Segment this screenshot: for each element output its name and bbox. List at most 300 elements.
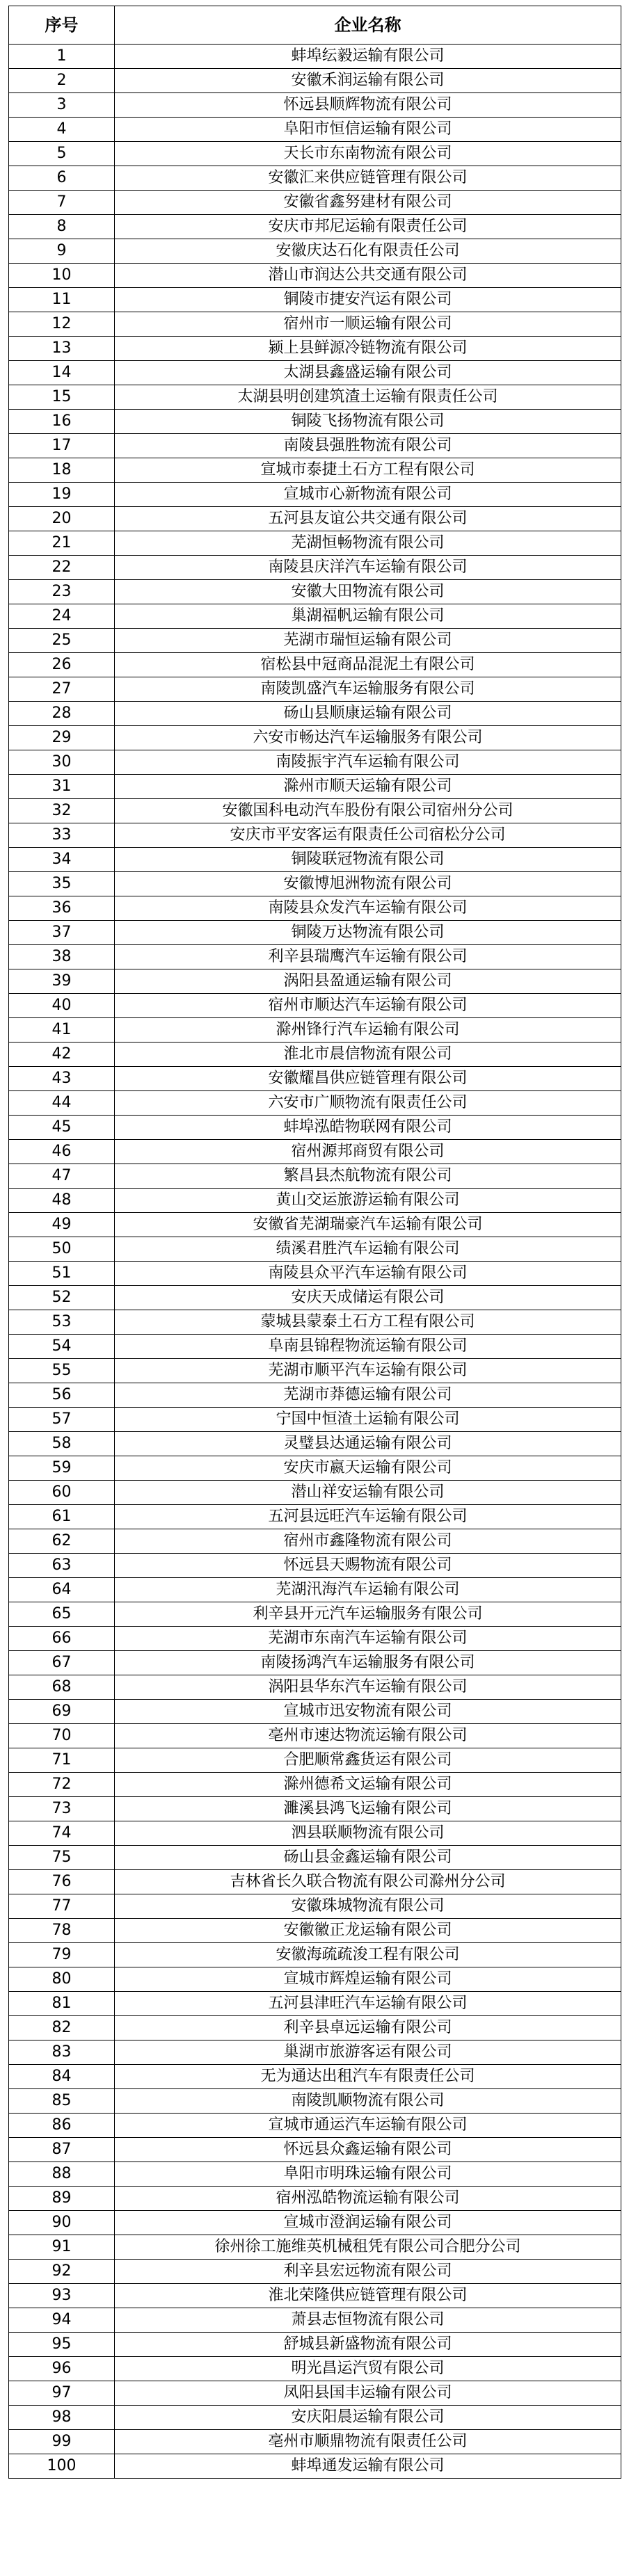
table-row	[9, 1067, 621, 1091]
serial-number-cell: 55	[9, 1359, 115, 1383]
serial-number-cell: 91	[9, 2235, 115, 2260]
table-row	[9, 1213, 621, 1237]
company-name-cell: 宣城市澄润运输有限公司	[115, 2211, 621, 2235]
serial-number-cell: 74	[9, 1821, 115, 1846]
serial-number-cell: 23	[9, 580, 115, 604]
company-name-cell: 阜阳市明珠运输有限公司	[115, 2162, 621, 2187]
company-name-cell: 铜陵联冠物流有限公司	[115, 848, 621, 872]
company-name-cell: 五河县友谊公共交通有限公司	[115, 507, 621, 531]
table-row	[9, 1919, 621, 1943]
serial-number-cell: 70	[9, 1724, 115, 1748]
table-row	[9, 1943, 621, 1967]
company-name-cell: 宣城市迅安物流有限公司	[115, 1700, 621, 1724]
serial-number-cell: 76	[9, 1870, 115, 1894]
company-name-cell: 南陵县众平汽车运输有限公司	[115, 1262, 621, 1286]
company-name-cell: 亳州市顺鼎物流有限责任公司	[115, 2430, 621, 2454]
serial-number-cell: 78	[9, 1919, 115, 1943]
serial-number-cell: 32	[9, 799, 115, 823]
serial-number-cell: 79	[9, 1943, 115, 1967]
company-name-cell: 宣城市心新物流有限公司	[115, 483, 621, 507]
table-row	[9, 2357, 621, 2381]
table-row	[9, 239, 621, 264]
company-name-cell: 颍上县鲜源冷链物流有限公司	[115, 337, 621, 361]
serial-number-cell: 9	[9, 239, 115, 264]
table-row	[9, 2211, 621, 2235]
company-name-cell: 六安市畅达汽车运输服务有限公司	[115, 726, 621, 750]
table-row	[9, 1870, 621, 1894]
table-row	[9, 118, 621, 142]
table-row	[9, 45, 621, 69]
table-row	[9, 1529, 621, 1554]
company-name-cell: 安徽珠城物流有限公司	[115, 1894, 621, 1919]
table-row	[9, 1797, 621, 1821]
table-row	[9, 580, 621, 604]
serial-number-cell: 88	[9, 2162, 115, 2187]
table-row	[9, 1018, 621, 1043]
company-name-cell: 南陵县众发汽车运输有限公司	[115, 896, 621, 921]
company-list-sheet	[8, 6, 621, 2479]
serial-number-cell: 13	[9, 337, 115, 361]
serial-number-cell: 40	[9, 994, 115, 1018]
serial-number-cell: 10	[9, 264, 115, 288]
serial-number-cell: 100	[9, 2454, 115, 2479]
table-row	[9, 312, 621, 337]
header-company-name: 企业名称	[115, 6, 621, 45]
company-name-cell: 宿州市鑫隆物流有限公司	[115, 1529, 621, 1554]
table-row	[9, 1821, 621, 1846]
table-row	[9, 1651, 621, 1675]
serial-number-cell: 77	[9, 1894, 115, 1919]
company-name-cell: 安徽大田物流有限公司	[115, 580, 621, 604]
serial-number-cell: 27	[9, 677, 115, 702]
company-name-cell: 五河县远旺汽车运输有限公司	[115, 1505, 621, 1529]
table-row	[9, 1310, 621, 1335]
table-row	[9, 1189, 621, 1213]
company-name-cell: 六安市广顺物流有限责任公司	[115, 1091, 621, 1116]
company-name-cell: 安徽省鑫努建材有限公司	[115, 191, 621, 215]
table-row	[9, 1675, 621, 1700]
company-name-cell: 宣城市通运汽车运输有限公司	[115, 2114, 621, 2138]
serial-number-cell: 72	[9, 1773, 115, 1797]
company-name-cell: 亳州市速达物流运输有限公司	[115, 1724, 621, 1748]
serial-number-cell: 83	[9, 2040, 115, 2065]
table-row	[9, 337, 621, 361]
serial-number-cell: 38	[9, 945, 115, 969]
company-name-cell: 吉林省长久联合物流有限公司滁州分公司	[115, 1870, 621, 1894]
table-row	[9, 1627, 621, 1651]
table-row	[9, 2089, 621, 2114]
company-name-cell: 宿州市顺达汽车运输有限公司	[115, 994, 621, 1018]
company-name-cell: 芜湖汛海汽车运输有限公司	[115, 1578, 621, 1602]
company-name-cell: 滁州锋行汽车运输有限公司	[115, 1018, 621, 1043]
serial-number-cell: 8	[9, 215, 115, 239]
serial-number-cell: 12	[9, 312, 115, 337]
table-row	[9, 1748, 621, 1773]
company-name-cell: 利辛县卓远运输有限公司	[115, 2016, 621, 2040]
serial-number-cell: 81	[9, 1992, 115, 2016]
table-row	[9, 2308, 621, 2333]
company-name-cell: 徐州徐工施维英机械租凭有限公司合肥分公司	[115, 2235, 621, 2260]
table-row	[9, 2016, 621, 2040]
table-row	[9, 775, 621, 799]
company-name-cell: 繁昌县杰航物流有限公司	[115, 1164, 621, 1189]
table-row	[9, 361, 621, 385]
company-name-cell: 凤阳县国丰运输有限公司	[115, 2381, 621, 2406]
table-row	[9, 2235, 621, 2260]
company-name-cell: 安徽国科电动汽车股份有限公司宿州分公司	[115, 799, 621, 823]
company-name-cell: 宿州源邦商贸有限公司	[115, 1140, 621, 1164]
company-name-cell: 天长市东南物流有限公司	[115, 142, 621, 166]
table-row	[9, 1894, 621, 1919]
serial-number-cell: 14	[9, 361, 115, 385]
company-name-cell: 淮北荣隆供应链管理有限公司	[115, 2284, 621, 2308]
serial-number-cell: 97	[9, 2381, 115, 2406]
serial-number-cell: 41	[9, 1018, 115, 1043]
company-name-cell: 怀远县顺辉物流有限公司	[115, 93, 621, 118]
company-name-cell: 利辛县开元汽车运输服务有限公司	[115, 1602, 621, 1627]
table-row	[9, 653, 621, 677]
table-row	[9, 142, 621, 166]
company-table	[8, 6, 621, 2479]
company-name-cell: 宿州泓皓物流运输有限公司	[115, 2187, 621, 2211]
table-row	[9, 2138, 621, 2162]
company-name-cell: 利辛县宏远物流有限公司	[115, 2260, 621, 2284]
table-row	[9, 1383, 621, 1408]
serial-number-cell: 4	[9, 118, 115, 142]
table-row	[9, 1505, 621, 1529]
serial-number-cell: 18	[9, 458, 115, 483]
company-name-cell: 砀山县金鑫运输有限公司	[115, 1846, 621, 1870]
serial-number-cell: 80	[9, 1967, 115, 1992]
company-name-cell: 宿州市一顺运输有限公司	[115, 312, 621, 337]
serial-number-cell: 73	[9, 1797, 115, 1821]
company-name-cell: 宁国中恒渣土运输有限公司	[115, 1408, 621, 1432]
company-name-cell: 蚌埠泓皓物联网有限公司	[115, 1116, 621, 1140]
serial-number-cell: 39	[9, 969, 115, 994]
table-row	[9, 848, 621, 872]
company-name-cell: 南陵县强胜物流有限公司	[115, 434, 621, 458]
table-row	[9, 969, 621, 994]
company-name-cell: 太湖县明创建筑渣土运输有限责任公司	[115, 385, 621, 410]
company-name-cell: 巢湖福帆运输有限公司	[115, 604, 621, 629]
table-row	[9, 1992, 621, 2016]
table-row	[9, 507, 621, 531]
table-row	[9, 2187, 621, 2211]
serial-number-cell: 50	[9, 1237, 115, 1262]
serial-number-cell: 66	[9, 1627, 115, 1651]
table-row	[9, 1237, 621, 1262]
company-name-cell: 南陵凯盛汽车运输服务有限公司	[115, 677, 621, 702]
serial-number-cell: 47	[9, 1164, 115, 1189]
serial-number-cell: 28	[9, 702, 115, 726]
table-row	[9, 2284, 621, 2308]
serial-number-cell: 30	[9, 750, 115, 775]
table-row	[9, 1164, 621, 1189]
company-name-cell: 南陵凯顺物流有限公司	[115, 2089, 621, 2114]
company-name-cell: 安徽博旭洲物流有限公司	[115, 872, 621, 896]
table-row	[9, 1432, 621, 1456]
company-name-cell: 芜湖市东南汽车运输有限公司	[115, 1627, 621, 1651]
serial-number-cell: 93	[9, 2284, 115, 2308]
table-row	[9, 1846, 621, 1870]
table-header-row	[9, 6, 621, 45]
serial-number-cell: 99	[9, 2430, 115, 2454]
serial-number-cell: 60	[9, 1481, 115, 1505]
serial-number-cell: 58	[9, 1432, 115, 1456]
table-row	[9, 2260, 621, 2284]
table-row	[9, 1091, 621, 1116]
table-row	[9, 264, 621, 288]
company-name-cell: 涡阳县华东汽车运输有限公司	[115, 1675, 621, 1700]
serial-number-cell: 31	[9, 775, 115, 799]
company-name-cell: 舒城县新盛物流有限公司	[115, 2333, 621, 2357]
table-row	[9, 726, 621, 750]
company-name-cell: 宣城市辉煌运输有限公司	[115, 1967, 621, 1992]
table-row	[9, 385, 621, 410]
serial-number-cell: 68	[9, 1675, 115, 1700]
company-name-cell: 砀山县顺康运输有限公司	[115, 702, 621, 726]
serial-number-cell: 84	[9, 2065, 115, 2089]
serial-number-cell: 5	[9, 142, 115, 166]
serial-number-cell: 51	[9, 1262, 115, 1286]
table-row	[9, 2114, 621, 2138]
company-name-cell: 芜湖市顺平汽车运输有限公司	[115, 1359, 621, 1383]
company-name-cell: 安庆市平安客运有限责任公司宿松分公司	[115, 823, 621, 848]
company-name-cell: 泗县联顺物流有限公司	[115, 1821, 621, 1846]
table-row	[9, 458, 621, 483]
serial-number-cell: 6	[9, 166, 115, 191]
serial-number-cell: 92	[9, 2260, 115, 2284]
table-row	[9, 921, 621, 945]
serial-number-cell: 90	[9, 2211, 115, 2235]
table-row	[9, 166, 621, 191]
table-row	[9, 215, 621, 239]
serial-number-cell: 16	[9, 410, 115, 434]
table-row	[9, 1700, 621, 1724]
serial-number-cell: 82	[9, 2016, 115, 2040]
company-name-cell: 铜陵飞扬物流有限公司	[115, 410, 621, 434]
table-row	[9, 1773, 621, 1797]
table-row	[9, 1286, 621, 1310]
serial-number-cell: 64	[9, 1578, 115, 1602]
serial-number-cell: 65	[9, 1602, 115, 1627]
table-row	[9, 1116, 621, 1140]
serial-number-cell: 75	[9, 1846, 115, 1870]
table-row	[9, 896, 621, 921]
company-name-cell: 安徽耀昌供应链管理有限公司	[115, 1067, 621, 1091]
serial-number-cell: 42	[9, 1043, 115, 1067]
table-row	[9, 2162, 621, 2187]
serial-number-cell: 37	[9, 921, 115, 945]
serial-number-cell: 44	[9, 1091, 115, 1116]
serial-number-cell: 98	[9, 2406, 115, 2430]
company-name-cell: 芜湖市莽德运输有限公司	[115, 1383, 621, 1408]
table-row	[9, 1578, 621, 1602]
table-row	[9, 994, 621, 1018]
serial-number-cell: 87	[9, 2138, 115, 2162]
table-row	[9, 2381, 621, 2406]
table-row	[9, 1408, 621, 1432]
serial-number-cell: 15	[9, 385, 115, 410]
company-name-cell: 安徽省芜湖瑞豪汽车运输有限公司	[115, 1213, 621, 1237]
company-name-cell: 安徽海疏疏浚工程有限公司	[115, 1943, 621, 1967]
table-row	[9, 604, 621, 629]
company-name-cell: 绩溪君胜汽车运输有限公司	[115, 1237, 621, 1262]
table-row	[9, 434, 621, 458]
company-name-cell: 安庆市邦尼运输有限责任公司	[115, 215, 621, 239]
table-row	[9, 702, 621, 726]
table-row	[9, 191, 621, 215]
serial-number-cell: 54	[9, 1335, 115, 1359]
serial-number-cell: 62	[9, 1529, 115, 1554]
company-name-cell: 南陵扬鸿汽车运输服务有限公司	[115, 1651, 621, 1675]
serial-number-cell: 86	[9, 2114, 115, 2138]
serial-number-cell: 57	[9, 1408, 115, 1432]
table-row	[9, 1554, 621, 1578]
company-name-cell: 安庆天成储运有限公司	[115, 1286, 621, 1310]
company-name-cell: 滁州市顺天运输有限公司	[115, 775, 621, 799]
serial-number-cell: 89	[9, 2187, 115, 2211]
table-row	[9, 1602, 621, 1627]
table-row	[9, 872, 621, 896]
table-row	[9, 1335, 621, 1359]
company-name-cell: 阜阳市恒信运输有限公司	[115, 118, 621, 142]
serial-number-cell: 17	[9, 434, 115, 458]
serial-number-cell: 29	[9, 726, 115, 750]
company-name-cell: 利辛县瑞鹰汽车运输有限公司	[115, 945, 621, 969]
table-row	[9, 823, 621, 848]
serial-number-cell: 85	[9, 2089, 115, 2114]
serial-number-cell: 22	[9, 556, 115, 580]
serial-number-cell: 56	[9, 1383, 115, 1408]
company-name-cell: 宣城市泰捷土石方工程有限公司	[115, 458, 621, 483]
company-name-cell: 安庆阳晨运输有限公司	[115, 2406, 621, 2430]
serial-number-cell: 21	[9, 531, 115, 556]
company-name-cell: 潜山祥安运输有限公司	[115, 1481, 621, 1505]
serial-number-cell: 46	[9, 1140, 115, 1164]
company-name-cell: 宿松县中冠商品混泥土有限公司	[115, 653, 621, 677]
serial-number-cell: 20	[9, 507, 115, 531]
table-row	[9, 2040, 621, 2065]
serial-number-cell: 94	[9, 2308, 115, 2333]
table-row	[9, 410, 621, 434]
table-row	[9, 1140, 621, 1164]
table-row	[9, 750, 621, 775]
serial-number-cell: 96	[9, 2357, 115, 2381]
company-name-cell: 明光昌运汽贸有限公司	[115, 2357, 621, 2381]
serial-number-cell: 71	[9, 1748, 115, 1773]
company-name-cell: 滁州德希文运输有限公司	[115, 1773, 621, 1797]
table-row	[9, 1359, 621, 1383]
serial-number-cell: 3	[9, 93, 115, 118]
serial-number-cell: 52	[9, 1286, 115, 1310]
serial-number-cell: 35	[9, 872, 115, 896]
company-name-cell: 安徽禾润运输有限公司	[115, 69, 621, 93]
serial-number-cell: 45	[9, 1116, 115, 1140]
company-name-cell: 安徽徽正龙运输有限公司	[115, 1919, 621, 1943]
company-name-cell: 南陵县庆洋汽车运输有限公司	[115, 556, 621, 580]
serial-number-cell: 61	[9, 1505, 115, 1529]
table-row	[9, 1262, 621, 1286]
serial-number-cell: 25	[9, 629, 115, 653]
serial-number-cell: 49	[9, 1213, 115, 1237]
table-row	[9, 2454, 621, 2479]
table-row	[9, 2065, 621, 2089]
company-name-cell: 无为通达出租汽车有限责任公司	[115, 2065, 621, 2089]
table-row	[9, 1724, 621, 1748]
company-name-cell: 黄山交运旅游运输有限公司	[115, 1189, 621, 1213]
serial-number-cell: 36	[9, 896, 115, 921]
table-row	[9, 799, 621, 823]
serial-number-cell: 7	[9, 191, 115, 215]
serial-number-cell: 34	[9, 848, 115, 872]
company-name-cell: 合肥顺常鑫货运有限公司	[115, 1748, 621, 1773]
serial-number-cell: 19	[9, 483, 115, 507]
table-row	[9, 1481, 621, 1505]
company-name-cell: 太湖县鑫盛运输有限公司	[115, 361, 621, 385]
table-row	[9, 2430, 621, 2454]
company-name-cell: 蚌埠纭毅运输有限公司	[115, 45, 621, 69]
company-name-cell: 安徽庆达石化有限责任公司	[115, 239, 621, 264]
header-serial-number: 序号	[9, 6, 115, 45]
table-row	[9, 2406, 621, 2430]
company-name-cell: 蚌埠通发运输有限公司	[115, 2454, 621, 2479]
company-name-cell: 潜山市润达公共交通有限公司	[115, 264, 621, 288]
table-row	[9, 2333, 621, 2357]
serial-number-cell: 48	[9, 1189, 115, 1213]
company-name-cell: 淮北市晨信物流有限公司	[115, 1043, 621, 1067]
table-row	[9, 531, 621, 556]
company-name-cell: 灵璧县达通运输有限公司	[115, 1432, 621, 1456]
serial-number-cell: 63	[9, 1554, 115, 1578]
table-row	[9, 629, 621, 653]
table-body	[9, 45, 621, 2479]
table-row	[9, 556, 621, 580]
company-name-cell: 濉溪县鸿飞运输有限公司	[115, 1797, 621, 1821]
serial-number-cell: 1	[9, 45, 115, 69]
serial-number-cell: 24	[9, 604, 115, 629]
company-name-cell: 怀远县天赐物流有限公司	[115, 1554, 621, 1578]
company-name-cell: 铜陵市捷安汽运有限公司	[115, 288, 621, 312]
company-name-cell: 安庆市嬴天运输有限公司	[115, 1456, 621, 1481]
serial-number-cell: 53	[9, 1310, 115, 1335]
table-row	[9, 1967, 621, 1992]
company-name-cell: 怀远县众鑫运输有限公司	[115, 2138, 621, 2162]
company-name-cell: 安徽汇来供应链管理有限公司	[115, 166, 621, 191]
table-row	[9, 69, 621, 93]
table-row	[9, 288, 621, 312]
table-row	[9, 945, 621, 969]
serial-number-cell: 26	[9, 653, 115, 677]
serial-number-cell: 11	[9, 288, 115, 312]
company-name-cell: 铜陵万达物流有限公司	[115, 921, 621, 945]
company-name-cell: 萧县志恒物流有限公司	[115, 2308, 621, 2333]
table-row	[9, 677, 621, 702]
serial-number-cell: 59	[9, 1456, 115, 1481]
company-name-cell: 南陵振宇汽车运输有限公司	[115, 750, 621, 775]
table-row	[9, 1456, 621, 1481]
serial-number-cell: 69	[9, 1700, 115, 1724]
serial-number-cell: 2	[9, 69, 115, 93]
table-row	[9, 1043, 621, 1067]
company-name-cell: 蒙城县蒙泰土石方工程有限公司	[115, 1310, 621, 1335]
company-name-cell: 芜湖恒畅物流有限公司	[115, 531, 621, 556]
company-name-cell: 阜南县锦程物流运输有限公司	[115, 1335, 621, 1359]
serial-number-cell: 95	[9, 2333, 115, 2357]
company-name-cell: 芜湖市瑞恒运输有限公司	[115, 629, 621, 653]
company-name-cell: 五河县津旺汽车运输有限公司	[115, 1992, 621, 2016]
serial-number-cell: 33	[9, 823, 115, 848]
